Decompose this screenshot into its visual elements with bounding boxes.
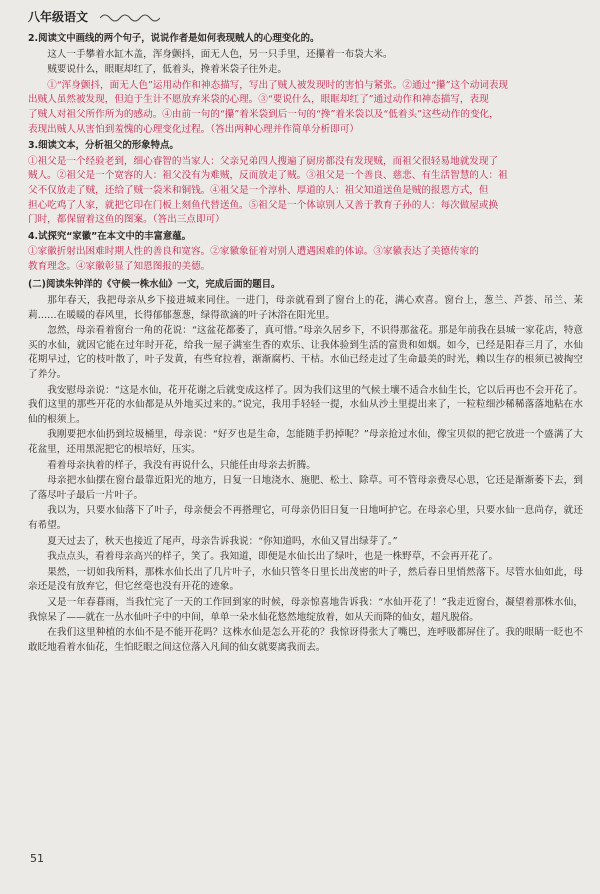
passage-paragraph: 我安慰母亲说：“这是水仙，花开花谢之后就变成这样了。因为我们这里的气候土壤不适合水仙生长，它以后再也不会开花了。我们这里的那些开花的水仙都是从外地买过来的。”说完，我用手轻轻一提，水仙从沙土里提出来了，一粒粒细沙稀稀落落地粘在水仙的根须上。 (28, 384, 583, 425)
answer-line: 出贼人虽然被发现，但迫于生计不愿放弃米袋的心理。③“要说什么，眼眶却红了”通过动作和神态描写，表现 (28, 94, 489, 106)
answer-line: 贼人。②祖父是一个宽容的人：祖父没有为难贼，反而放走了贼。③祖父是一个善良、慈悲、有生活智慧的人：祖 (28, 170, 508, 182)
q4-answer (28, 245, 583, 274)
passage-paragraph: 忽然，母亲看着窗台一角的花说：“这盆花都萎了，真可惜。”母亲久居乡下，不识得那盆花。那是年前我在县城一家花店，特意买的水仙，就因它能在过年时开花，给我一屋子满室生香的欢乐、让我体验到生活的富贵和如烟。如今，已经是阳春三月了，水仙花期早过，它的枝叶散了，叶子发黄，有些耷拉着，渐渐腐朽、干枯。水仙已经走过了生命最美的时光，赖以生存的根须已被掏空了养分。 (28, 325, 583, 381)
answer-line: ①“浑身颤抖，面无人色”运用动作和神态描写，写出了贼人被发现时的害怕与紧张。②通过“攥”这个动词表现 (47, 79, 509, 91)
question-3: 3.细读文本，分析祖父的形象特点。 (28, 140, 179, 152)
page-number: 51 (30, 852, 44, 865)
page-header-title: 八年级语文 (28, 10, 89, 24)
passage-paragraph: 在我们这里种植的水仙不是不能开花吗？这株水仙是怎么开花的？我惊讶得张大了嘴巴，连呼吸都屏住了。我的眼睛一眨也不敢眨地看着水仙花，生怕眨眼之间这位落入凡间的仙女就要离我而去。 (28, 627, 583, 653)
question-2: 2.阅读文中画线的两个句子，说说作者是如何表现贼人的心理变化的。 (28, 33, 320, 44)
answer-line: 表现出贼人从害怕到羞愧的心理变化过程。（答出两种心理并作简单分析即可） (28, 123, 359, 135)
answer-line: ①祖父是一个经验老到，细心睿智的当家人：父亲兄弟四人搜遍了厨房都没有发现贼，而祖父很轻易地就发现了 (28, 155, 499, 167)
passage-paragraph: 看着母亲执着的样子，我没有再说什么，只能任由母亲去折腾。 (47, 459, 316, 471)
page-content (28, 30, 583, 656)
answer-line: 了贼人对祖父所作所为的感动。④由前一句的“攥”着米袋到后一句的“搀”着米袋以及“低着头”这些动作的变化， (28, 108, 499, 120)
section-2-title: (二)阅读朱钟洋的《守候一株水仙》一文，完成后面的题目。 (28, 278, 281, 290)
question-4: 4.试探究“家徽”在本文中的丰富意蕴。 (28, 230, 192, 242)
answer-line: 父不仅放走了贼，还给了贼一袋米和铜钱。④祖父是一个淳朴、厚道的人：祖父知道送鱼是贼的报恩方式，但 (28, 184, 489, 196)
answer-line: 门时，都保留着这鱼的图案。（答出三点即可） (28, 214, 225, 226)
passage-paragraph: 我点点头，看着母亲高兴的样子，笑了。我知道，即便是水仙长出了绿叶，也是一株野草，不会再开花了。 (47, 551, 499, 563)
passage-paragraph: 那年春天，我把母亲从乡下接进城来同住。一进门，母亲就看到了窗台上的花，满心欢喜。窗台上，葱兰、芦荟、吊兰、茉莉……在暖暖的春风里，长得郁郁葱葱，绿得欲滴的叶子沐浴在阳光里。 (28, 295, 583, 321)
reading-passage (28, 294, 583, 655)
header-wave-decoration (100, 12, 160, 22)
q2-quote-2: 贼要说什么，眼眶却红了，低着头，搀着米袋子往外走。 (47, 64, 288, 76)
passage-paragraph: 果然，一切如我所料，那株水仙长出了几片叶子，水仙只管冬日里长出茂密的叶子，然后春日里悄然落下。尽管水仙如此，母亲还是没有放弃它，但它丝毫也没有开花的迹象。 (28, 566, 583, 593)
answer-line: 教育理念。④家徽彰显了知恩图报的美德。 (28, 260, 211, 272)
passage-paragraph: 母亲把水仙摆在窗台最靠近阳光的地方，日复一日地浇水、施肥、松土、除草。可不管母亲费尽心思，它还是渐渐萎下去，到了落尽叶子最后一片叶子。 (28, 475, 583, 501)
passage-paragraph: 又是一年春暮雨，当我忙完了一天的工作回到家的时候，母亲惊喜地告诉我：“水仙开花了！”我走近窗台，凝望着那株水仙，我惊呆了——就在一丛水仙叶子中的中间，单单一朵水仙花悠然地绽放着，如从天而降的仙女，超凡脱俗。 (28, 596, 583, 623)
q2-answer (28, 79, 583, 137)
passage-paragraph: 我以为，只要水仙落下了叶子，母亲便会不再搭理它，可母亲仍旧日复一日地呵护它。在母亲心里，只要水仙一息尚存，就还有希望。 (28, 505, 583, 531)
q2-quote-1: 这人一手攀着水缸木盖，浑身颤抖，面无人色，另一只手里，还攥着一布袋大米。 (47, 48, 393, 60)
q3-answer (28, 155, 583, 228)
passage-paragraph: 我刚要把水仙扔到垃圾桶里，母亲说：“好歹也是生命，怎能随手扔掉呢？”母亲抢过水仙，像宝贝似的把它放进一个盛满了大花盆里，还用黑泥把它的根培好，压实。 (28, 429, 583, 456)
answer-line: ①家徽折射出困难时期人性的善良和宽容。②家徽象征着对别人遭遇困难的体谅。③家徽表达了美德传家的 (28, 246, 479, 258)
answer-line: 担心吃鸡了人家，就把它印在门板上刻鱼代替送鱼。⑤祖父是一个体谅别人又善于教育子孙的人：每次做屋或换 (28, 199, 499, 211)
passage-paragraph: 夏天过去了，秋天也接近了尾声，母亲告诉我说：“你知道吗，水仙又冒出绿芽了。” (47, 535, 398, 547)
